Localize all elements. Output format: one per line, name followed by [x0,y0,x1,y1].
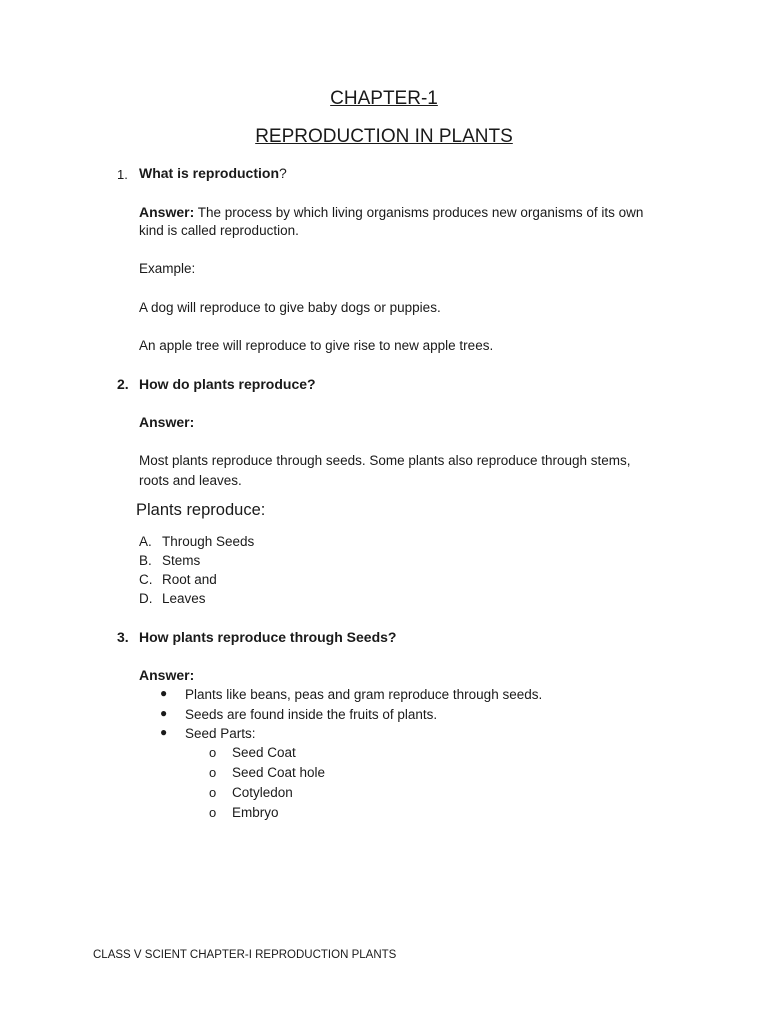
list-item: Through Seeds [162,534,255,549]
example-label: Example: [139,261,196,276]
list-item-marker: A. [139,534,152,549]
list-item-marker: D. [139,591,153,606]
answer-2-line-2: roots and leaves. [139,473,242,488]
sub-bullet-marker: o [209,745,217,760]
question-1-text: What is reproduction [139,165,279,181]
example-1: A dog will reproduce to give baby dogs or puppies. [139,300,441,315]
list-item-marker: B. [139,553,152,568]
seed-part-item: Cotyledon [232,785,293,800]
bullet-icon: ● [160,725,168,739]
seed-part-item: Embryo [232,805,279,820]
plants-reproduce-heading: Plants reproduce: [136,501,266,519]
sub-bullet-marker: o [209,765,217,780]
answer-1-label: Answer: [139,204,195,220]
bullet-icon: ● [160,686,168,700]
answer-2-line-1: Most plants reproduce through seeds. Some plants also reproduce through stems, [139,453,631,468]
sub-bullet-marker: o [209,805,217,820]
answer-2-label: Answer: [139,414,195,430]
question-3-number: 3. [117,629,129,645]
list-item: Stems [162,553,201,568]
sub-bullet-marker: o [209,785,217,800]
page-title: REPRODUCTION IN PLANTS [255,126,513,147]
bullet-icon: ● [160,706,168,720]
question-2: How do plants reproduce? [139,376,316,392]
bullet-item: Seeds are found inside the fruits of plants. [185,707,438,722]
example-2: An apple tree will reproduce to give rise to new apple trees. [139,338,494,353]
page-footer: CLASS V SCIENT CHAPTER-I REPRODUCTION PLANTS [93,949,397,961]
answer-1-line-1 [139,204,643,220]
answer-3-label: Answer: [139,667,195,683]
question-1-number: 1. [117,167,128,182]
answer-1-line-2: kind is called reproduction. [139,223,299,238]
bullet-item: Seed Parts: [185,726,256,741]
seed-part-item: Seed Coat hole [232,765,326,780]
list-item-marker: C. [139,572,153,587]
list-item: Root and [162,572,217,587]
question-2-number: 2. [117,376,129,392]
list-item: Leaves [162,591,206,606]
question-1 [139,165,287,181]
question-1-suffix: ? [279,165,287,181]
chapter-heading: CHAPTER-1 [330,88,438,109]
answer-1-text-1: The process by which living organisms produces new organisms of its own [194,205,644,220]
seed-part-item: Seed Coat [232,745,296,760]
question-3: How plants reproduce through Seeds? [139,629,397,645]
bullet-item: Plants like beans, peas and gram reproduce through seeds. [185,687,543,702]
